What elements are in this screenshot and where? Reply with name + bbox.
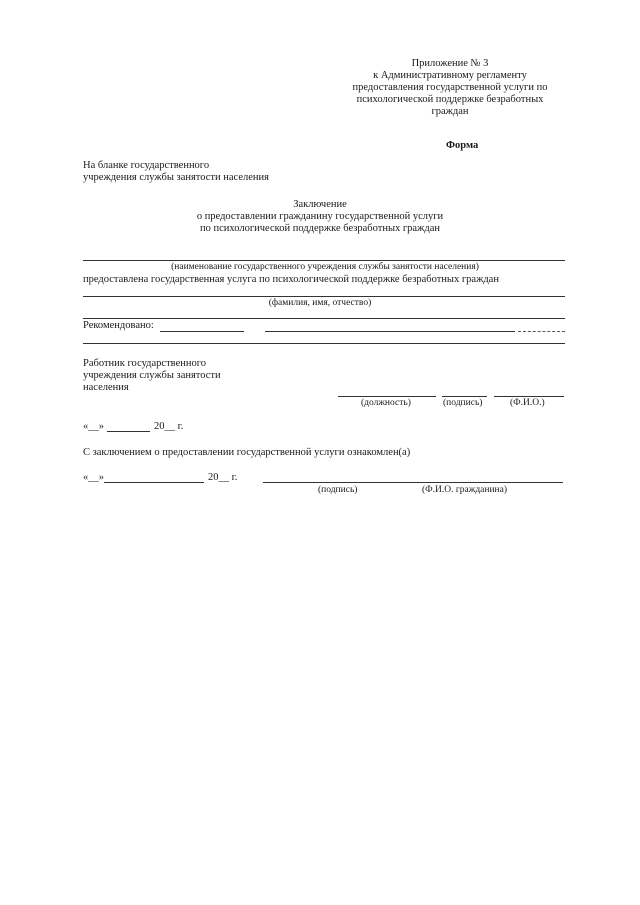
- appendix-block: [330, 58, 570, 118]
- recommend-top-line: [83, 318, 565, 319]
- worker-fio-field-line[interactable]: [494, 396, 564, 397]
- document-title: [160, 199, 480, 235]
- position-caption: (должность): [361, 398, 411, 408]
- date2-day: «__»: [83, 472, 104, 483]
- recommend-field-line-3[interactable]: [518, 331, 565, 332]
- citizen-signature-caption: (подпись): [318, 485, 358, 495]
- appendix-line-3: предоставления государственной услуги по: [352, 82, 548, 93]
- date1-day: «__»: [83, 421, 104, 432]
- signature-field-line[interactable]: [442, 396, 487, 397]
- institution-field-line[interactable]: [83, 260, 565, 261]
- citizen-fio-caption: (Ф.И.О. гражданина): [422, 485, 507, 495]
- worker-line-3: населения: [83, 382, 129, 393]
- date1-month-line[interactable]: [107, 431, 150, 432]
- recommend-field-line-4[interactable]: [83, 343, 565, 344]
- fio-field-line[interactable]: [83, 296, 565, 297]
- appendix-line-5: граждан: [431, 106, 469, 117]
- position-field-line[interactable]: [338, 396, 436, 397]
- worker-block: [83, 358, 221, 394]
- appendix-line-2: к Административному регламенту: [373, 70, 527, 81]
- title-line-3: по психологической поддержке безработных граждан: [200, 223, 440, 234]
- citizen-sign-line[interactable]: [263, 482, 563, 483]
- date2-year: 20__ г.: [208, 472, 238, 483]
- blank-note: [83, 160, 269, 184]
- worker-line-2: учреждения службы занятости: [83, 370, 221, 381]
- title-line-1: Заключение: [293, 199, 347, 210]
- recommend-field-line-1[interactable]: [160, 331, 244, 332]
- provided-text: предоставлена государственная услуга по психологической поддержке безработных граждан: [83, 274, 499, 285]
- worker-line-1: Работник государственного: [83, 358, 207, 369]
- date2-month-line[interactable]: [104, 482, 204, 483]
- recommended-label: Рекомендовано:: [83, 320, 154, 331]
- institution-caption: (наименование государственного учреждения службы занятости населения): [171, 262, 479, 272]
- blank-line-2: учреждения службы занятости населения: [83, 172, 269, 183]
- blank-line-1: На бланке государственного: [83, 160, 210, 171]
- appendix-line-1: Приложение № 3: [411, 58, 489, 69]
- worker-fio-caption: (Ф.И.О.): [510, 398, 545, 408]
- date1-year: 20__ г.: [154, 421, 184, 432]
- fio-caption: (фамилия, имя, отчество): [268, 298, 372, 308]
- acquainted-text: С заключением о предоставлении государственной услуги ознакомлен(а): [83, 447, 411, 458]
- title-line-2: о предоставлении гражданину государственной услуги: [196, 211, 444, 222]
- signature-caption: (подпись): [443, 398, 483, 408]
- form-label: Форма: [446, 140, 479, 151]
- appendix-line-4: психологической поддержке безработных: [356, 94, 544, 105]
- recommend-field-line-2[interactable]: [265, 331, 515, 332]
